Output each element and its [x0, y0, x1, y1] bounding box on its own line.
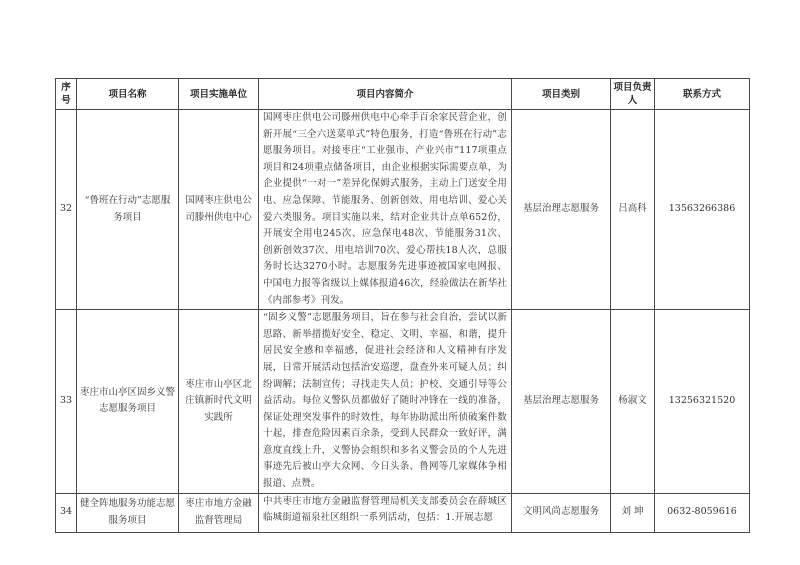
table-row [56, 310, 750, 494]
table-row [56, 493, 750, 532]
cell-contact: 0632-8059616 [655, 493, 750, 532]
header-desc: 项目内容简介 [259, 79, 512, 110]
cell-unit: 枣庄市山亭区北庄镇新时代文明实践所 [179, 310, 259, 494]
cell-person: 刘 坤 [611, 493, 655, 532]
cell-contact: 13563266386 [655, 110, 750, 310]
cell-desc-wrap [259, 493, 512, 532]
cell-name: “鲁班在行动”志愿服务项目 [77, 110, 179, 310]
header-row [56, 79, 750, 110]
table-row [56, 110, 750, 310]
header-seq: 序号 [56, 79, 77, 110]
cell-unit: 国网枣庄供电公司滕州供电中心 [179, 110, 259, 310]
header-contact: 联系方式 [655, 79, 750, 110]
cell-category: 文明风尚志愿服务 [512, 493, 611, 532]
cell-unit: 枣庄市地方金融监督管理局 [179, 493, 259, 532]
header-name: 项目名称 [77, 79, 179, 110]
cell-name: 枣庄市山亭区固乡义警志愿服务项目 [77, 310, 179, 494]
header-unit: 项目实施单位 [179, 79, 259, 110]
header-person: 项目负责人 [611, 79, 655, 110]
cell-contact: 13256321520 [655, 310, 750, 494]
cell-desc: 国网枣庄供电公司滕州供电中心牵手百余家民营企业，创新开展“三全六送菜单式”特色服务，打造“鲁班在行动”志愿服务项目。对接枣庄“工业强市、产业兴市”117项重点项目和24项重点储备项目，由企业根据实际需要点单，为企业提供“一对一”差异化保姆式服务，主动上门送安全用电、应急保障、节能服务、创新创效、用电培训、爱心关爱六类服务。项目实施以来，结对企业共计点单652份，开展安全用电245次、应急保电48次、节能服务31次、创新创效37次、用电培训70次、爱心帮扶18人次，总服务时长达3270小时。志愿服务先进事迹被国家电网报、中国电力报等省级以上媒体报道46次，经验做法在新华社《内部参考》刊发。 [259, 110, 512, 310]
cell-seq: 34 [56, 493, 77, 532]
cell-person: 杨淑文 [611, 310, 655, 494]
cell-desc: 中共枣庄市地方金融监督管理局机关支部委员会在薛城区临城街道福泉社区组织一系列活动，包括：1.开展志愿 [263, 495, 507, 524]
cell-person: 吕高科 [611, 110, 655, 310]
cell-desc: “固乡义警”志愿服务项目，旨在参与社会自治，尝试以新思路、新举措揽好安全、稳定、文明、幸福、和谐，提升居民安全感和幸福感，促进社会经济和人文精神有序发展，日常开展活动包括治安巡逻，盘查外来可疑人员；纠纷调解；法制宣传；寻找走失人员；护校、交通引导等公益活动。每位义警队员都做好了随时冲锋在一线的准备，保证处理突发事件的时效性，每年协助派出所侦破案件数十起，排查危险因素百余条，受到人民群众一致好评，满意度直线上升，义警协会组织和多名义警会员的个人先进事迹先后被山亭大众网、今日头条、鲁网等几家媒体争相报道、点赞。 [259, 310, 512, 494]
cell-name: 健全阵地服务功能志愿服务项目 [77, 493, 179, 532]
cell-category: 基层治理志愿服务 [512, 310, 611, 494]
header-category: 项目类别 [512, 79, 611, 110]
project-table [55, 78, 750, 533]
cell-category: 基层治理志愿服务 [512, 110, 611, 310]
cell-seq: 33 [56, 310, 77, 494]
cell-seq: 32 [56, 110, 77, 310]
